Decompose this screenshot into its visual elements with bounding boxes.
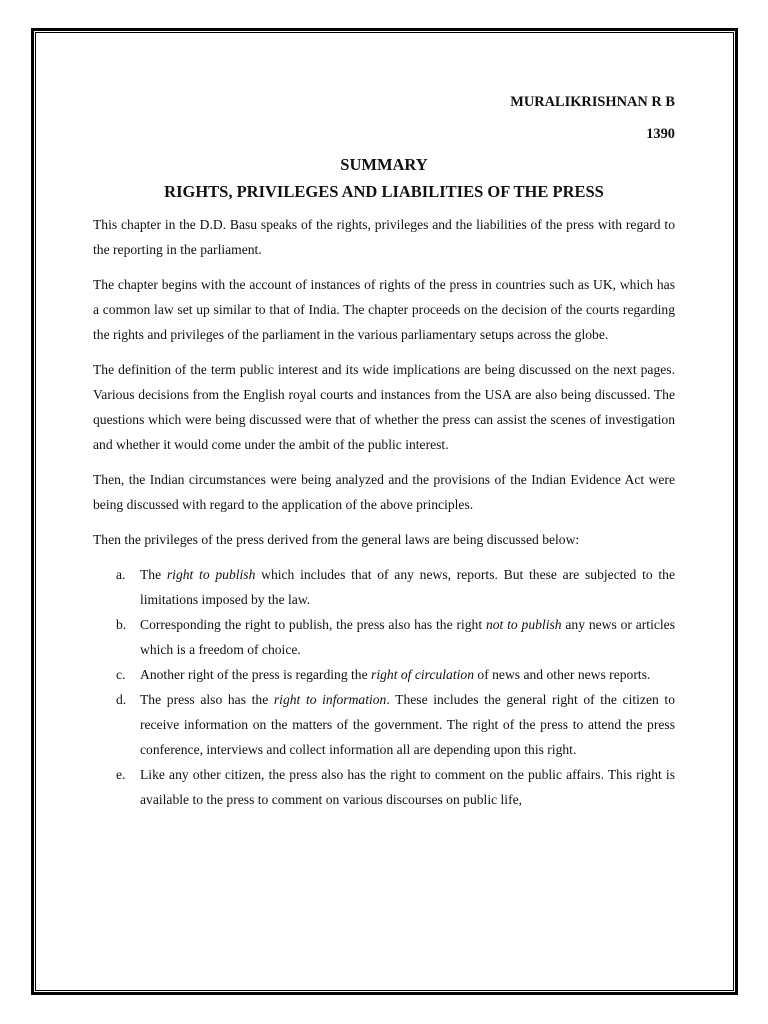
- list-item-text: Another right of the press is regarding the right of circulation of news and other news reports.: [140, 667, 651, 682]
- list-item-text: Like any other citizen, the press also has the right to comment on the public affairs. This right is available to the press to comment on various discourses on public life,: [140, 767, 675, 807]
- summary-heading: SUMMARY: [340, 155, 428, 174]
- list-item: [93, 612, 675, 662]
- list-item-text: The right to publish which includes that of any news, reports. But these are subjected to the limitations imposed by the law.: [140, 567, 675, 607]
- list-marker: b.: [116, 617, 127, 632]
- list-marker: a.: [116, 567, 126, 582]
- chapter-title: RIGHTS, PRIVILEGES AND LIABILITIES OF THE PRESS: [164, 182, 604, 201]
- paragraph-public-interest: The definition of the term public interest and its wide implications are being discussed on the next pages. Various decisions from the English royal courts and instances from the USA are also being discussed. The questions which were being discussed were that of whether the press can assist the scenes of investigation and whether it would come under the ambit of the public interest.: [93, 362, 675, 452]
- list-item: [93, 762, 675, 812]
- list-item: [93, 687, 675, 762]
- paragraph-intro: This chapter in the D.D. Basu speaks of the rights, privileges and the liabilities of the press with regard to the reporting in the parliament.: [93, 217, 675, 257]
- list-marker: e.: [116, 767, 126, 782]
- paragraph-privileges-intro: Then the privileges of the press derived from the general laws are being discussed below:: [93, 532, 580, 547]
- roll-number: 1390: [646, 126, 675, 142]
- paragraph-uk-account: The chapter begins with the account of instances of rights of the press in countries such as UK, which has a common law set up similar to that of India. The chapter proceeds on the decision of the courts regarding the rights and privileges of the parliament in the various parliamentary setups across the globe.: [93, 277, 675, 342]
- list-item-text: The press also has the right to information. These includes the general right of the citizen to receive information on the matters of the government. The right of the press to attend the press conference, interviews and collect information all are depending upon this right.: [140, 692, 675, 757]
- paragraph-indian-circumstances: Then, the Indian circumstances were being analyzed and the provisions of the Indian Evidence Act were being discussed with regard to the application of the above principles.: [93, 472, 675, 512]
- list-item-text: Corresponding the right to publish, the press also has the right not to publish any news or articles which is a freedom of choice.: [140, 617, 675, 657]
- list-item: [93, 662, 675, 687]
- author-name: MURALIKRISHNAN R B: [510, 94, 675, 110]
- document-body: [93, 86, 675, 812]
- privileges-list: [93, 562, 675, 812]
- list-marker: c.: [116, 667, 126, 682]
- list-marker: d.: [116, 692, 127, 707]
- list-item: [93, 562, 675, 612]
